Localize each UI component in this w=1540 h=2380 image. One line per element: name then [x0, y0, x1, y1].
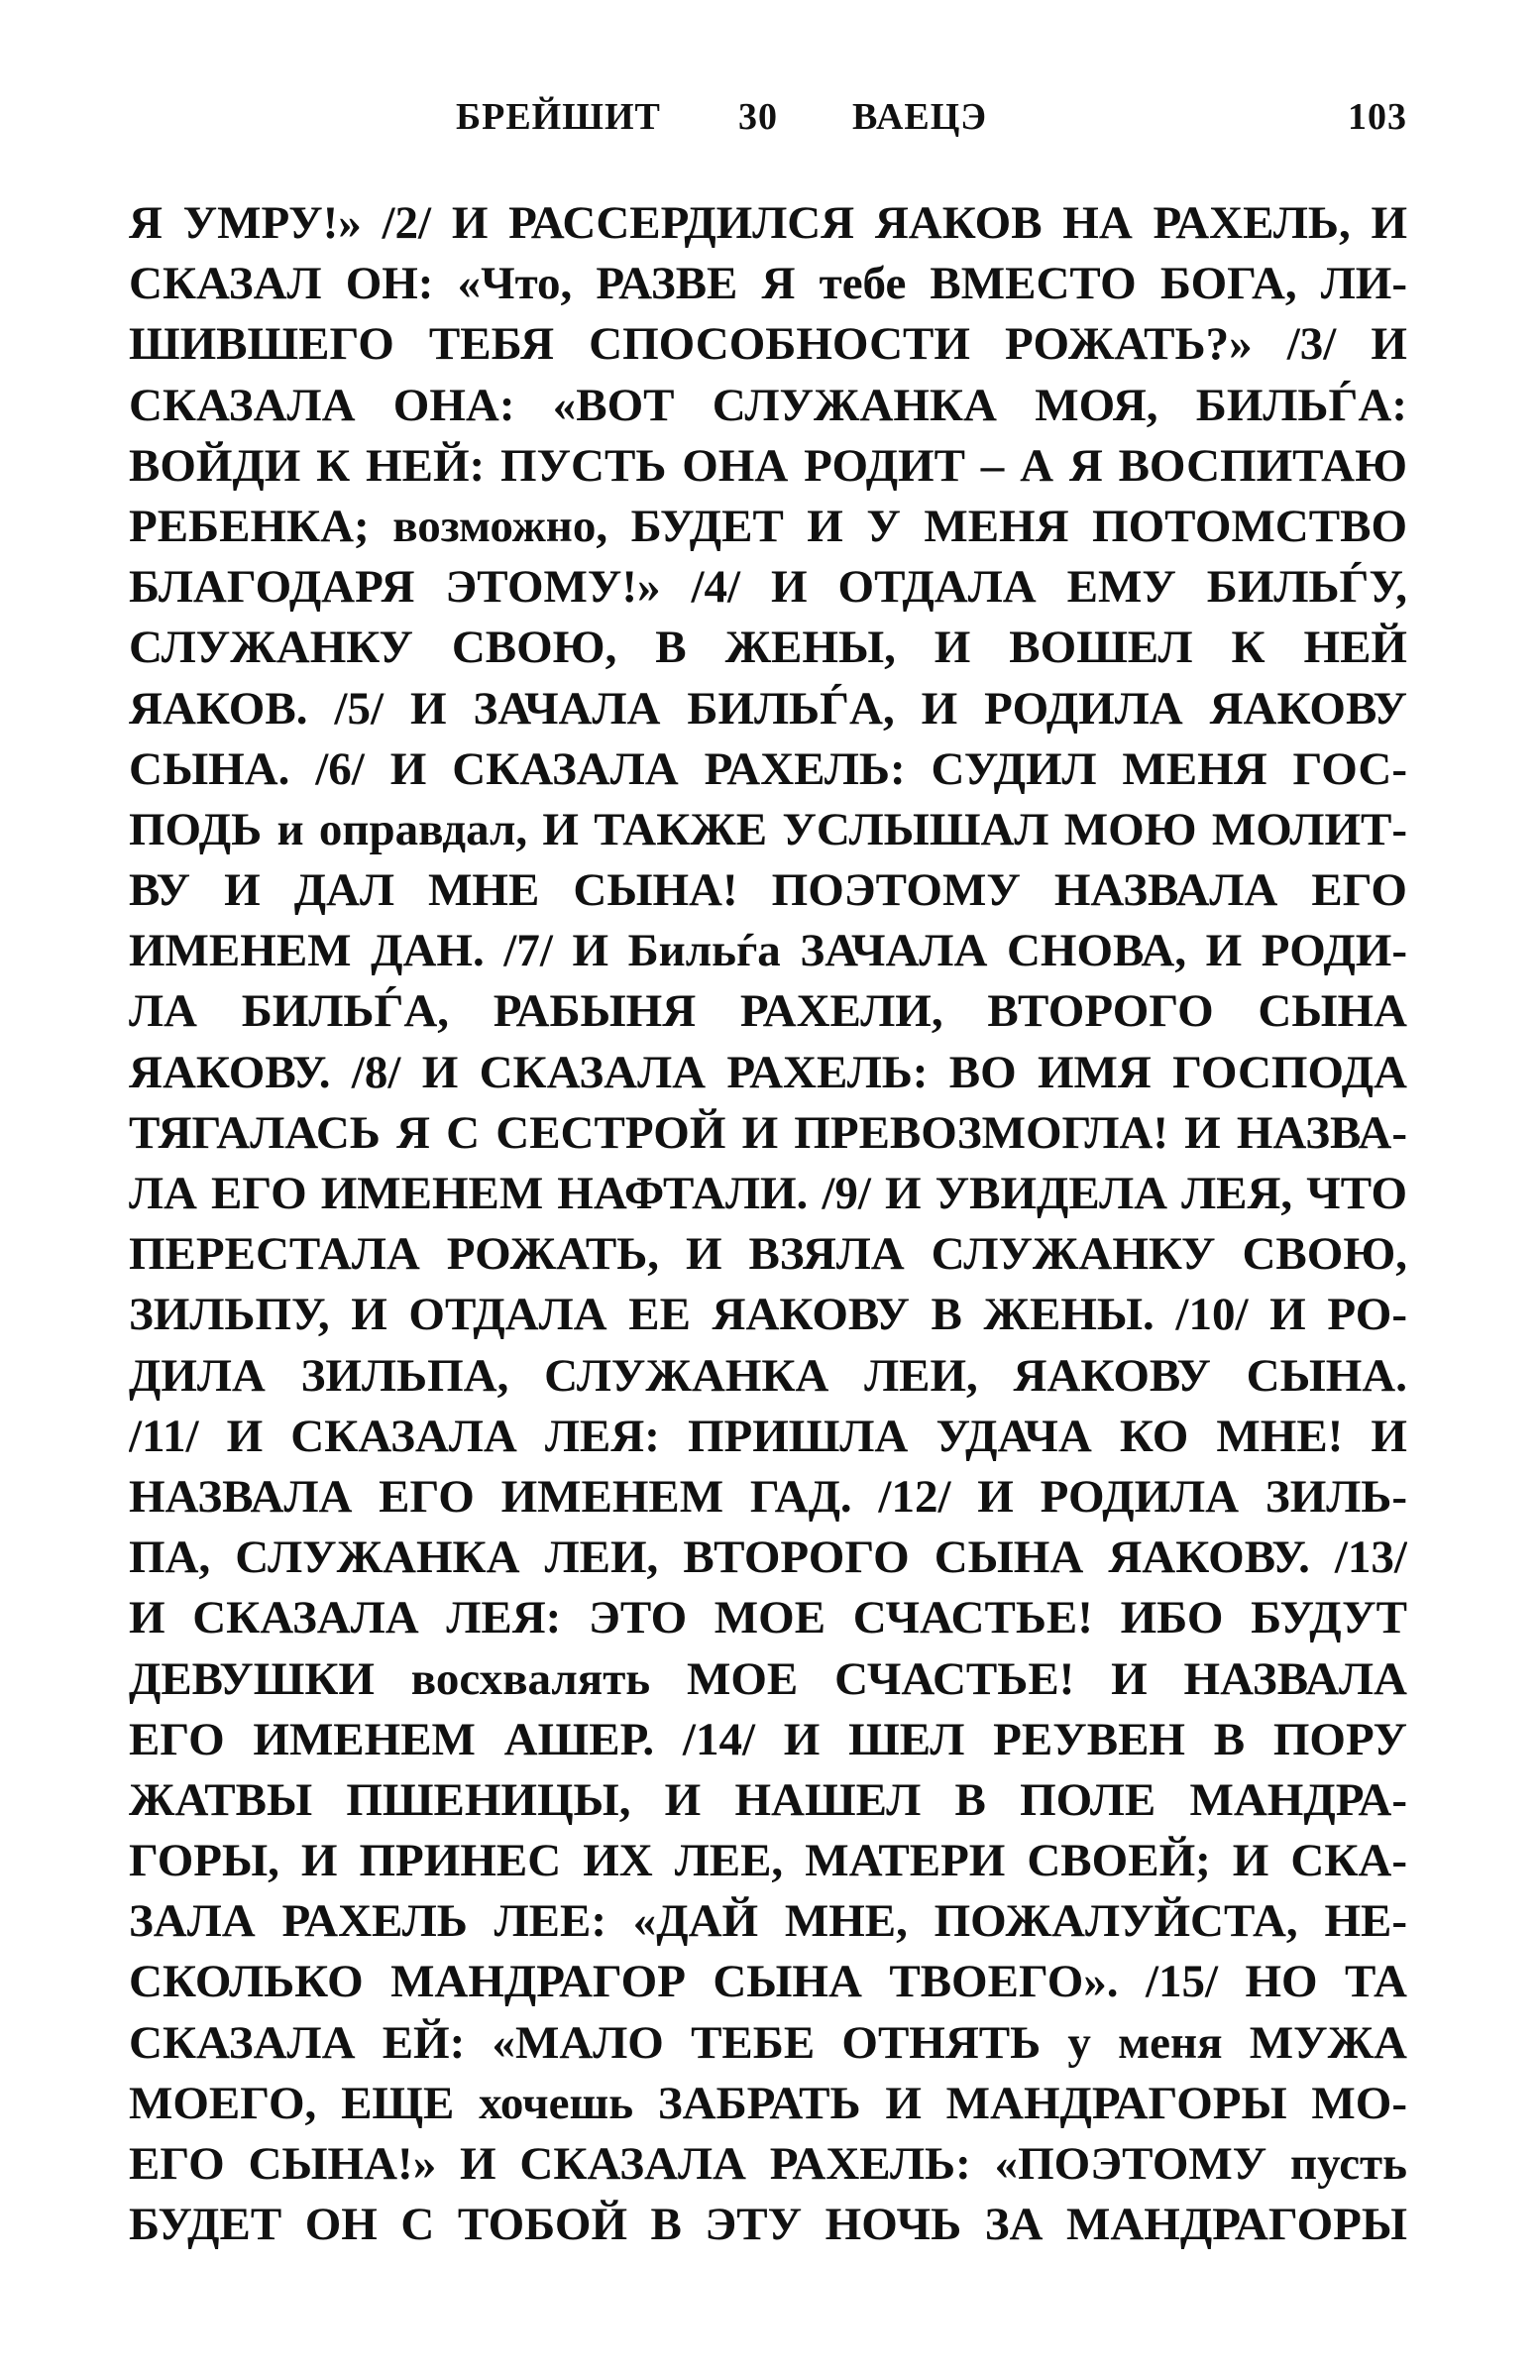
page-number: 103: [1348, 96, 1407, 138]
text-line: СКОЛЬКО МАНДРАГОР СЫНА ТВОЕГО». /15/ НО ТА: [129, 1956, 1407, 2008]
text-line: МОЕГО, ЕЩЕ хочешь ЗАБРАТЬ И МАНДРАГОРЫ МО-: [129, 2077, 1407, 2129]
text-line: ГОРЫ, И ПРИНЕС ИХ ЛЕЕ, МАТЕРИ СВОЕЙ; И СКА-: [129, 1835, 1407, 1887]
text-line: НАЗВАЛА ЕГО ИМЕНЕМ ГАД. /12/ И РОДИЛА ЗИЛЬ-: [129, 1470, 1407, 1523]
text-line: Я УМРУ!» /2/ И РАССЕРДИЛСЯ ЯАКОВ НА РАХЕЛЬ, И: [129, 197, 1407, 249]
text-line: ПА, СЛУЖАНКА ЛЕИ, ВТОРОГО СЫНА ЯАКОВУ. /13/: [129, 1531, 1407, 1584]
text-line: СКАЗАЛА ОНА: «ВОТ СЛУЖАНКА МОЯ, БИЛЬЃА:: [129, 379, 1407, 431]
text-line: ШИВШЕГО ТЕБЯ СПОСОБНОСТИ РОЖАТЬ?» /3/ И: [129, 318, 1407, 371]
parsha-name: ВАЕЦЭ: [852, 96, 988, 138]
text-line: ЗАЛА РАХЕЛЬ ЛЕЕ: «ДАЙ МНЕ, ПОЖАЛУЙСТА, НЕ-: [129, 1895, 1407, 1948]
text-line: /11/ И СКАЗАЛА ЛЕЯ: ПРИШЛА УДАЧА КО МНЕ! И: [129, 1410, 1407, 1462]
text-line: ЛА ЕГО ИМЕНЕМ НАФТАЛИ. /9/ И УВИДЕЛА ЛЕЯ, ЧТО: [129, 1168, 1407, 1219]
running-head: [129, 95, 1407, 155]
text-line: ИМЕНЕМ ДАН. /7/ И Бильѓа ЗАЧАЛА СНОВА, И РОДИ-: [129, 925, 1407, 977]
text-line: ТЯГАЛАСЬ Я С СЕСТРОЙ И ПРЕВОЗМОГЛА! И НАЗВА-: [129, 1106, 1407, 1159]
text-line: БЛАГОДАРЯ ЭТОМУ!» /4/ И ОТДАЛА ЕМУ БИЛЬЃУ,: [129, 561, 1407, 614]
chapter-number: 30: [738, 96, 778, 138]
text-line: СКАЗАЛ ОН: «Что, РАЗВЕ Я тебе ВМЕСТО БОГА, ЛИ-: [129, 258, 1407, 310]
text-line: СЛУЖАНКУ СВОЮ, В ЖЕНЫ, И ВОШЕЛ К НЕЙ: [129, 622, 1407, 674]
text-line: ПОДЬ и оправдал, И ТАКЖЕ УСЛЫШАЛ МОЮ МОЛИТ-: [129, 803, 1407, 855]
text-line: БУДЕТ ОН С ТОБОЙ В ЭТУ НОЧЬ ЗА МАНДРАГОРЫ: [129, 2199, 1407, 2251]
text-line: ЗИЛЬПУ, И ОТДАЛА ЕЕ ЯАКОВУ В ЖЕНЫ. /10/ И РО-: [129, 1289, 1407, 1341]
text-line: ЯАКОВ. /5/ И ЗАЧАЛА БИЛЬЃА, И РОДИЛА ЯАКОВУ: [129, 682, 1407, 735]
text-line: ЕГО СЫНА!» И СКАЗАЛА РАХЕЛЬ: «ПОЭТОМУ пусть: [129, 2138, 1407, 2190]
text-line: ВУ И ДАЛ МНЕ СЫНА! ПОЭТОМУ НАЗВАЛА ЕГО: [129, 864, 1407, 917]
text-line: И СКАЗАЛА ЛЕЯ: ЭТО МОЕ СЧАСТЬЕ! ИБО БУДУТ: [129, 1592, 1407, 1644]
book-title: БРЕЙШИТ: [456, 96, 661, 138]
text-line: СЫНА. /6/ И СКАЗАЛА РАХЕЛЬ: СУДИЛ МЕНЯ ГОС-: [129, 742, 1407, 795]
text-line: ЖАТВЫ ПШЕНИЦЫ, И НАШЕЛ В ПОЛЕ МАНДРА-: [129, 1773, 1407, 1826]
text-line: ДЕВУШКИ восхвалять МОЕ СЧАСТЬЕ! И НАЗВАЛА: [129, 1652, 1407, 1705]
text-line: ДИЛА ЗИЛЬПА, СЛУЖАНКА ЛЕИ, ЯАКОВУ СЫНА.: [129, 1349, 1407, 1402]
text-line: ЯАКОВУ. /8/ И СКАЗАЛА РАХЕЛЬ: ВО ИМЯ ГОСПОДА: [129, 1046, 1407, 1098]
text-line: ЕГО ИМЕНЕМ АШЕР. /14/ И ШЕЛ РЕУВЕН В ПОРУ: [129, 1713, 1407, 1765]
text-line: ПЕРЕСТАЛА РОЖАТЬ, И ВЗЯЛА СЛУЖАНКУ СВОЮ,: [129, 1228, 1407, 1281]
text-line: РЕБЕНКА; возможно, БУДЕТ И У МЕНЯ ПОТОМСТВО: [129, 500, 1407, 552]
body-text: [129, 193, 1407, 2255]
text-line: СКАЗАЛА ЕЙ: «МАЛО ТЕБЕ ОТНЯТЬ у меня МУЖА: [129, 2016, 1407, 2069]
text-line: ЛА БИЛЬЃА, РАБЫНЯ РАХЕЛИ, ВТОРОГО СЫНА: [129, 985, 1407, 1038]
text-line: ВОЙДИ К НЕЙ: ПУСТЬ ОНА РОДИТ – А Я ВОСПИТАЮ: [129, 439, 1407, 492]
